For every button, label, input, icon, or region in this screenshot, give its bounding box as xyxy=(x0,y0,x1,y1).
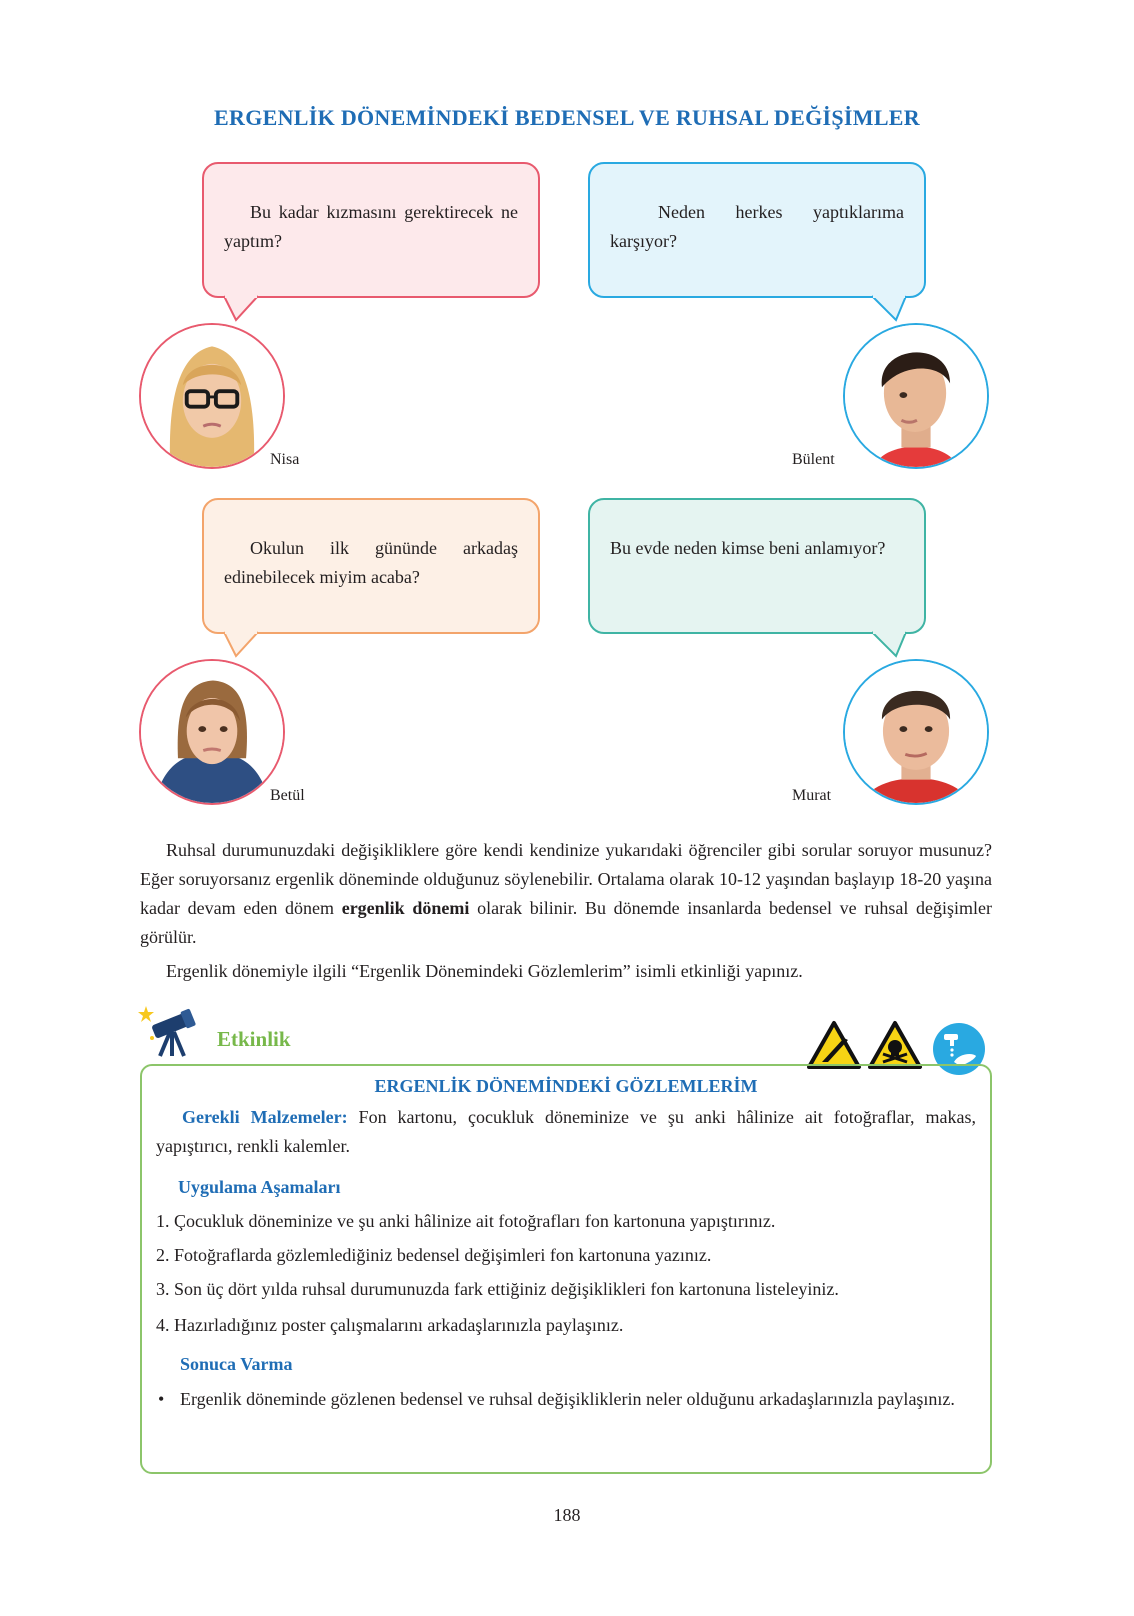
activity-label: Etkinlik xyxy=(217,1027,291,1051)
materials xyxy=(156,1103,976,1161)
intro-text-b: olarak bilinir. Bu dönemde insanlarda bedensel ve ruhsal değişimler görülür. xyxy=(140,898,993,947)
sharp-object-warning-icon xyxy=(806,1020,862,1070)
page-title: ERGENLİK DÖNEMİNDEKİ BEDENSEL VE RUHSAL DEĞİŞİMLER xyxy=(214,105,920,130)
speech-bubble-murat xyxy=(588,498,926,634)
portrait-murat xyxy=(843,659,989,805)
steps-heading: Uygulama Aşamaları xyxy=(178,1177,341,1197)
intro-text-2: Ergenlik dönemiyle ilgili “Ergenlik Dönemindeki Gözlemlerim” isimli etkinliği yapınız. xyxy=(166,961,803,981)
materials-label: Gerekli Malzemeler: xyxy=(182,1107,348,1127)
name-betul: Betül xyxy=(270,787,305,804)
conclusion-text: Ergenlik döneminde gözlenen bedensel ve ruhsal değişikliklerin neler olduğunu arkadaşlarınızla paylaşınız. xyxy=(180,1389,955,1409)
page-number: 188 xyxy=(553,1505,581,1525)
conclusion-heading: Sonuca Varma xyxy=(180,1354,293,1374)
name-bulent: Bülent xyxy=(792,451,835,468)
bubble-tail xyxy=(222,294,262,324)
toxic-warning-icon xyxy=(867,1020,923,1070)
conclusion-bullet: • xyxy=(158,1389,165,1409)
bubble-text: Bu kadar kızmasını gerektirecek ne yaptım? xyxy=(224,202,518,251)
step-item: 2. Fotoğraflarda gözlemlediğiniz bedensel değişimleri fon kartonuna yazınız. xyxy=(156,1245,712,1265)
bubble-tail xyxy=(222,630,262,660)
intro-bold-term: ergenlik dönemi xyxy=(341,898,470,918)
bubble-text: Neden herkes yaptıklarıma karşıyor? xyxy=(610,202,904,251)
activity-title: ERGENLİK DÖNEMİNDEKİ GÖZLEMLERİM xyxy=(374,1076,758,1096)
portrait-bulent xyxy=(843,323,989,469)
step-item: 1. Çocukluk döneminize ve şu anki hâlinize ait fotoğrafları fon kartonuna yapıştırınız. xyxy=(156,1211,776,1231)
step-item: 4. Hazırladığınız poster çalışmalarını arkadaşlarınızla paylaşınız. xyxy=(156,1315,624,1335)
bubble-tail xyxy=(868,294,908,324)
speech-bubble-betul xyxy=(202,498,540,634)
bubble-tail xyxy=(868,630,908,660)
materials-text: Fon kartonu, çocukluk döneminize ve şu anki hâlinize ait fotoğraflar, makas, yapıştırıcı, renkli kalemler. xyxy=(156,1107,976,1156)
speech-bubble-nisa xyxy=(202,162,540,298)
portrait-nisa xyxy=(139,323,285,469)
name-murat: Murat xyxy=(792,787,832,804)
intro-paragraph xyxy=(140,836,992,952)
bubble-text: Okulun ilk gününde arkadaş edinebilecek miyim acaba? xyxy=(224,538,518,587)
bubble-text: Bu evde neden kimse beni anlamıyor? xyxy=(610,538,886,558)
name-nisa: Nisa xyxy=(270,451,300,468)
speech-bubble-bulent xyxy=(588,162,926,298)
intro-paragraph-2 xyxy=(140,957,992,986)
portrait-betul xyxy=(139,659,285,805)
step-item: 3. Son üç dört yılda ruhsal durumunuzda fark ettiğiniz değişiklikleri fon kartonuna listeleyiniz. xyxy=(156,1279,839,1299)
telescope-icon xyxy=(138,1004,198,1058)
intro-text-a: Ruhsal durumunuzdaki değişikliklere göre kendi kendinize yukarıdaki öğrenciler gibi sorular soruyor musunuz? Eğer soruyorsanız ergenlik döneminde olduğunuz söylenebilir. Ortalama olarak 10-12 yaşından başlayıp 18-20 yaşına kadar devam eden dönem xyxy=(140,840,992,918)
